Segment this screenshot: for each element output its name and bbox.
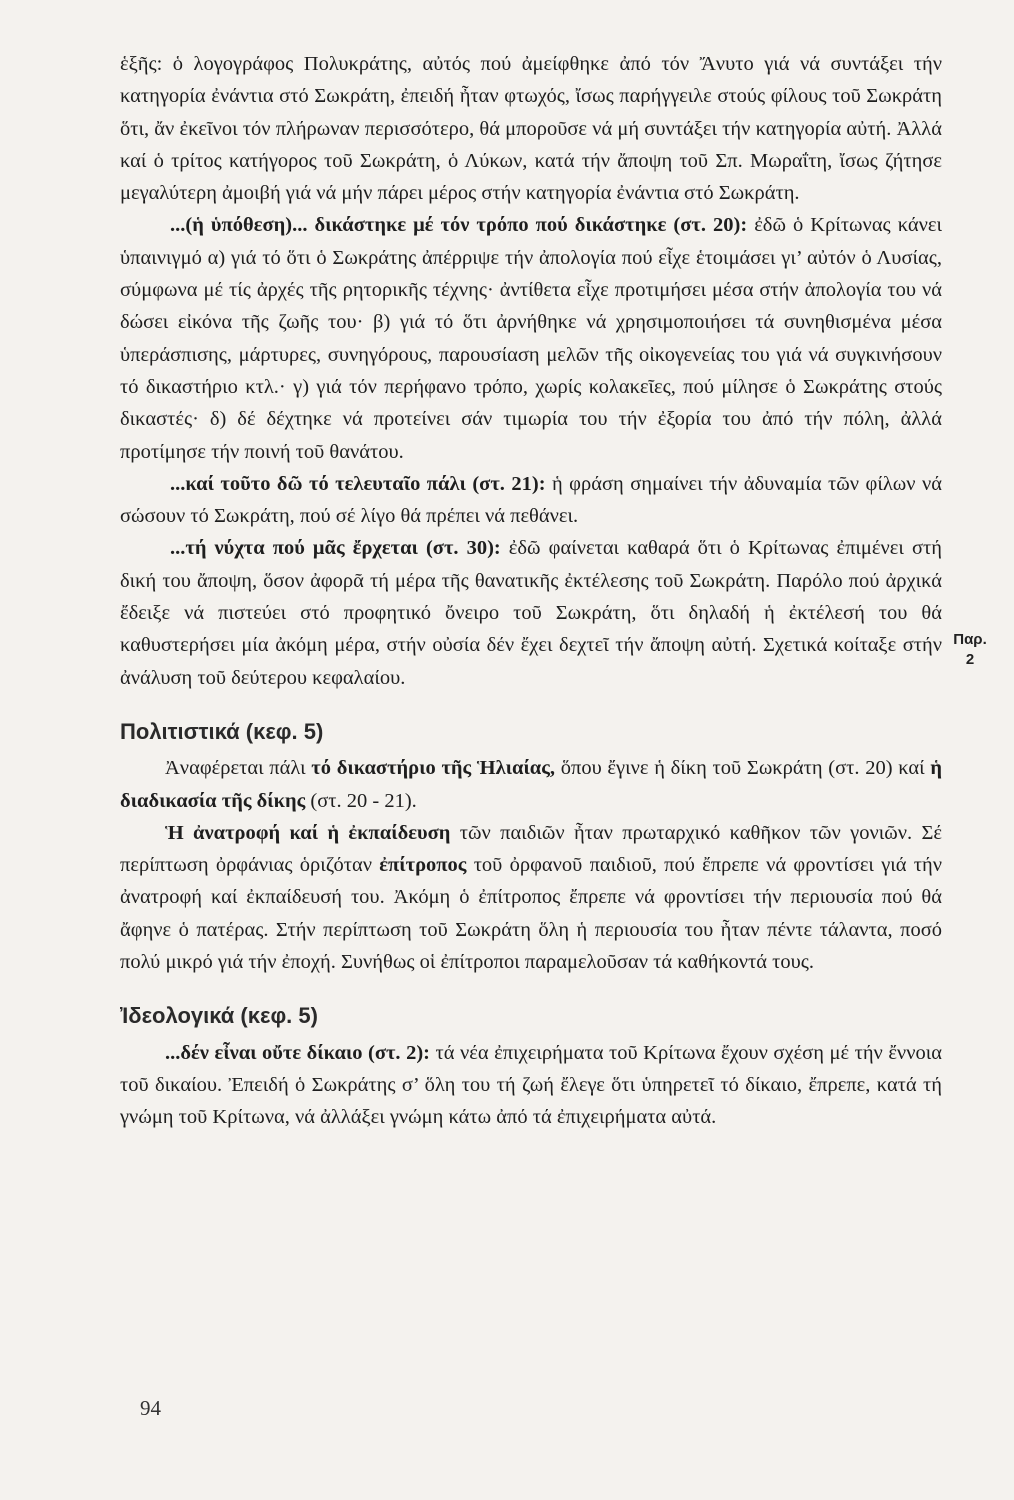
term-upbringing: Ἡ ἀνατροφή καί ἡ ἐκπαίδευση	[165, 821, 451, 844]
page-body	[120, 48, 942, 1134]
term-heliaia: τό δικαστήριο τῆς Ἡλιαίας,	[311, 757, 556, 780]
paragraph-text: τά νέα ἐπιχειρήματα τοῦ Κρίτωνα ἔχουν σχέση μέ τήν ἔννοια τοῦ δικαίου. Ἐπειδή ὁ Σωκράτης σ’ ὅλη του τή ζωή ἔλεγε ὅτι ὑπηρετεῖ τό δίκαιο, ἔπρεπε, κατά τή γνώμη τοῦ Κρίτωνα, νά ἀλλάξει γνώμη κάτω ἀπό τά ἐπιχειρήματα αὐτά.	[120, 1041, 942, 1129]
term-case-tried: ...(ἡ ὑπόθεση)... δικάστηκε μέ τόν τρόπο πού δικάστηκε (στ. 20):	[170, 214, 748, 237]
page-number: 94	[140, 1396, 161, 1420]
paragraph-text: ἐδῶ φαίνεται καθαρά ὅτι ὁ Κρίτωνας ἐπιμένει στή δική του ἄποψη, ὅσον ἀφορᾶ τή μέρα τῆς θανατικῆς ἐκτέλεσης τοῦ Σωκράτη. Παρόλο πού ἀρχικά ἔδειξε νά πιστεύει στό προφητικό ὄνειρο τοῦ Σωκράτη, ὅτι δηλαδή ἡ ἐκτέλεσή του θά καθυστερήσει μία ἀκόμη μέρα, στήν οὐσία δέν ἔχει δεχτεῖ τήν ἄποψη αὐτή. Σχετικά κοίταξε στήν ἀνάλυση τοῦ δεύτερου κεφαλαίου.	[120, 537, 942, 689]
section-heading-ideological: Ἰδεολογικά (κεφ. 5)	[120, 1003, 318, 1029]
paragraph-upbringing	[120, 817, 942, 978]
paragraph-case-tried	[120, 209, 942, 467]
term-guardian: ἐπίτροπος	[379, 854, 467, 877]
paragraph-this-last	[120, 468, 942, 533]
paragraph-text: τοῦ ὀρφανοῦ παιδιοῦ, πού ἔπρεπε νά φροντίσει γιά τήν ἀνατροφή καί ἐκπαίδευσή του. Ἀκόμη ὁ ἐπίτροπος ἔπρεπε νά φροντίσει τήν περιουσία πού θά ἄφηνε ὁ πατέρας. Στήν περίπτωση τοῦ Σωκράτη ὅλη ἡ περιουσία του ἦταν πέντε τάλαντα, ποσό πολύ μικρό γιά τήν ἐποχή. Συνήθως οἱ ἐπίτροποι παραμελοῦσαν τά καθήκοντά τους.	[120, 854, 942, 974]
paragraph-text: ἡ φράση σημαίνει τήν ἀδυναμία τῶν φίλων νά σώσουν τό Σωκράτη, πού σέ λίγο θά πρέπει νά πεθάνει.	[120, 472, 943, 528]
term-this-last: ...καί τοῦτο δῶ τό τελευταῖο πάλι (στ. 21):	[170, 472, 546, 495]
paragraph-text: (στ. 20 - 21).	[305, 789, 417, 812]
paragraph-text: Ἀναφέρεται πάλι	[165, 757, 312, 780]
margin-note	[940, 630, 1000, 670]
paragraph-not-just	[120, 1037, 942, 1134]
paragraph-intro: ἑξῆς: ὁ λογογράφος Πολυκράτης, αὐτός πού ἀμείφθηκε ἀπό τόν Ἄνυτο γιά νά συντάξει τήν κατηγορία ἐνάντια στό Σωκράτη, ἐπειδή ἦταν φτωχός, ἴσως παρήγγειλε στούς φίλους τοῦ Σωκράτη ὅτι, ἄν ἐκεῖνοι τόν πλήρωναν περισσότερο, θά μποροῦσε νά μή συντάξει τήν κατηγορία αὐτή. Ἀλλά καί ὁ τρίτος κατήγορος τοῦ Σωκράτη, ὁ Λύκων, κατά τήν ἄποψη τοῦ Σπ. Μωραΐτη, ἴσως ζήτησε μεγαλύτερη ἀμοιβή γιά νά μήν πάρει μέρος στήν κατηγορία ἐνάντια στό Σωκράτη.	[120, 53, 942, 205]
paragraph-night	[120, 532, 942, 693]
margin-note-number: 2	[965, 651, 975, 668]
paragraph-heliaia	[120, 752, 942, 817]
term-not-just: ...δέν εἶναι οὔτε δίκαιο (στ. 2):	[165, 1041, 430, 1064]
paragraph-text: ἐδῶ ὁ Κρίτωνας κάνει ὑπαινιγμό α) γιά τό ὅτι ὁ Σωκράτης ἀπέρριψε τήν ἀπολογία πού εἶχε ἑτοιμάσει γι’ αὐτόν ὁ Λυσίας, σύμφωνα μέ τίς ἀρχές τῆς ρητορικῆς τέχνης· ἀντίθετα εἶχε προτιμήσει μέσα στήν ἀπολογία του νά δώσει εἰκόνα τῆς ζωῆς του· β) γιά τό ὅτι ἀρνήθηκε νά χρησιμοποιήσει τά συνηθισμένα μέσα ὑπεράσπισης, μάρτυρες, συνηγόρους, παρουσίαση μελῶν τῆς οἰκογενείας του γιά νά συγκινήσουν τό δικαστήριο κτλ.· γ) γιά τόν περήφανο τρόπο, χωρίς κολακεῖες, πού μίλησε ὁ Σωκράτης στούς δικαστές· δ) δέ δέχτηκε νά προτείνει σάν τιμωρία του τήν ἐξορία του ἀπό τήν πόλη, ἀλλά προτίμησε τήν ποινή τοῦ θανάτου.	[120, 214, 942, 463]
term-night: ...τή νύχτα πού μᾶς ἔρχεται (στ. 30):	[170, 537, 501, 560]
paragraph-text: ὅπου ἔγινε ἡ δίκη τοῦ Σωκράτη (στ. 20) καί	[555, 757, 931, 780]
term-trial-procedure: ἡ διαδικασία τῆς δίκης	[120, 757, 942, 812]
paragraph-text: τῶν παιδιῶν ἦταν πρωταρχικό καθῆκον τῶν γονιῶν. Σέ περίπτωση ὀρφάνιας ὁριζόταν	[120, 821, 942, 877]
margin-note-label: Παρ.	[953, 631, 987, 648]
section-heading-cultural: Πολιτιστικά (κεφ. 5)	[120, 718, 324, 744]
